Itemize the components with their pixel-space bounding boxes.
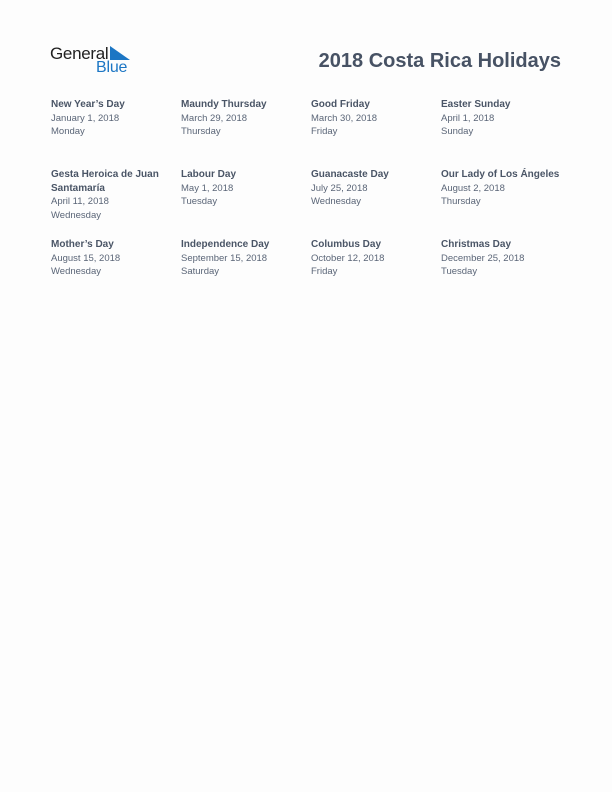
- holiday-name: Good Friday: [311, 99, 370, 110]
- holiday-date: October 12, 2018: [311, 252, 385, 264]
- holiday-weekday: Tuesday: [441, 266, 478, 277]
- holiday-date: January 1, 2018: [51, 112, 120, 124]
- holiday-item: [311, 98, 431, 139]
- holiday-name: Gesta Heroica de Juan Santamaría: [51, 169, 159, 194]
- holiday-item: [181, 168, 301, 209]
- holiday-date: April 11, 2018: [51, 196, 109, 207]
- holiday-item: [311, 238, 431, 279]
- holiday-name: Guanacaste Day: [311, 169, 389, 180]
- holiday-date: July 25, 2018: [311, 182, 368, 194]
- holiday-item: [51, 98, 171, 139]
- holiday-item: [311, 168, 431, 209]
- holiday-name: Christmas Day: [441, 239, 512, 250]
- holiday-name: Independence Day: [181, 239, 270, 250]
- holiday-weekday: Wednesday: [51, 209, 101, 221]
- holiday-item: [441, 98, 561, 139]
- holiday-date: August 15, 2018: [51, 252, 121, 264]
- holiday-name: Labour Day: [181, 169, 237, 180]
- holiday-name: Maundy Thursday: [181, 99, 267, 110]
- holiday-date: September 15, 2018: [181, 252, 268, 264]
- holiday-weekday: Wednesday: [311, 196, 361, 207]
- holiday-name: Columbus Day: [311, 239, 382, 250]
- holiday-weekday: Thursday: [441, 196, 481, 207]
- holiday-weekday: Wednesday: [51, 266, 101, 277]
- holiday-item: [441, 168, 566, 209]
- brand-logo: [50, 44, 134, 78]
- page-title: 2018 Costa Rica Holidays: [318, 50, 561, 72]
- holiday-date: March 30, 2018: [311, 112, 378, 124]
- holiday-weekday: Saturday: [181, 266, 220, 277]
- holiday-name: New Year’s Day: [51, 99, 125, 110]
- holiday-item: [51, 168, 171, 222]
- holiday-weekday: Thursday: [181, 126, 221, 137]
- logo-triangle-icon: [110, 46, 130, 60]
- holiday-date: August 2, 2018: [441, 182, 505, 194]
- holiday-name: Our Lady of Los Ángeles: [441, 169, 560, 180]
- holiday-name: Easter Sunday: [441, 99, 511, 110]
- logo-text-general: General: [50, 44, 109, 63]
- holiday-date: May 1, 2018: [181, 182, 234, 194]
- holiday-weekday: Monday: [51, 126, 85, 137]
- holiday-date: December 25, 2018: [441, 252, 525, 264]
- holiday-weekday: Tuesday: [181, 196, 218, 207]
- holiday-item: [181, 238, 301, 279]
- logo-text-blue: Blue: [96, 59, 128, 76]
- holiday-weekday: Friday: [311, 266, 338, 277]
- holiday-item: [51, 238, 171, 279]
- holiday-name: Mother’s Day: [51, 239, 114, 250]
- holiday-date: March 29, 2018: [181, 112, 248, 124]
- holiday-item: [181, 98, 301, 139]
- holiday-item: [441, 238, 561, 279]
- holiday-weekday: Sunday: [441, 126, 474, 137]
- holiday-date: April 1, 2018: [441, 112, 495, 124]
- holiday-weekday: Friday: [311, 126, 338, 137]
